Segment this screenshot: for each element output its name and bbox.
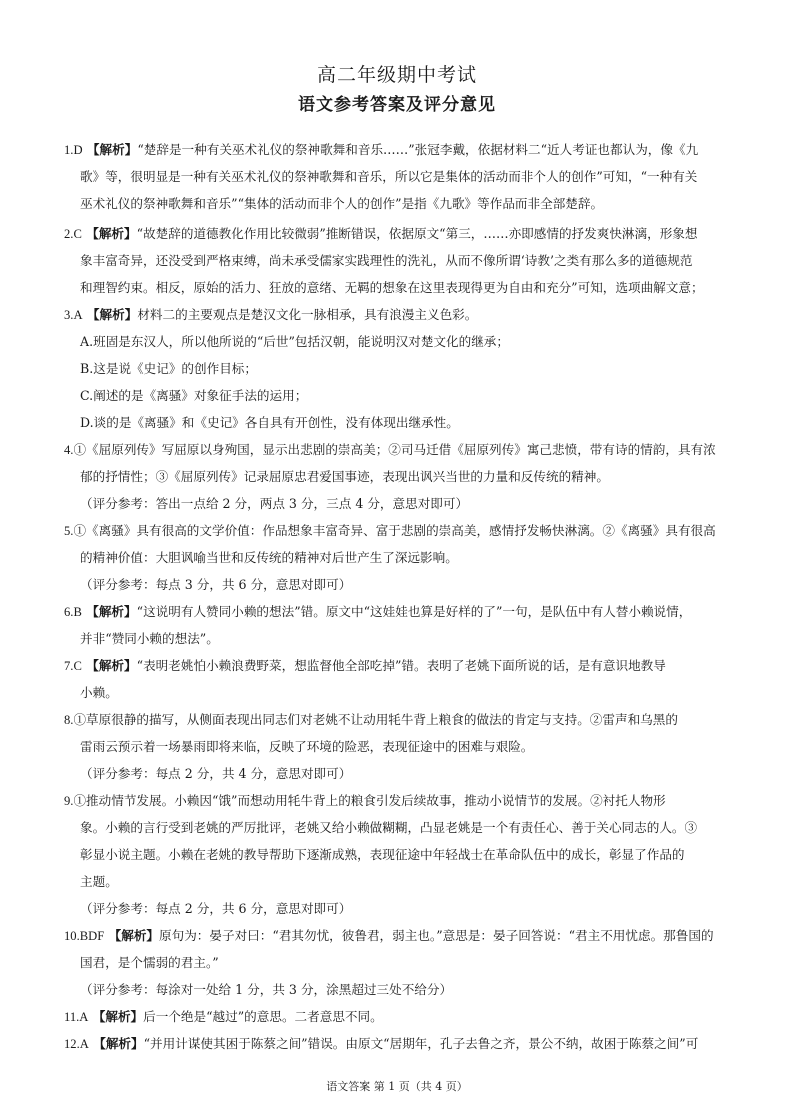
analysis-label: 【解析】: [81, 658, 137, 673]
answer-text: A.班固是东汉人，所以他所说的“后世”包括汉朝，能说明汉对楚文化的继承；: [80, 334, 509, 349]
answer-line: [64, 463, 736, 490]
answer-line: [64, 625, 736, 652]
answer-line: [64, 190, 736, 217]
answer-text: 巫术礼仪的祭神歌舞和音乐”“集体的活动而非个人的创作”是指《九歌》等作品而非全部楚辞。: [80, 196, 604, 211]
analysis-label: 【解析】: [81, 604, 137, 619]
answer-line: [64, 355, 736, 382]
question-number: 12.A: [64, 1037, 89, 1051]
answer-line: [64, 922, 736, 949]
answer-text: 材料二的主要观点是楚汉文化一脉相承，具有浪漫主义色彩。: [137, 307, 478, 322]
page-footer: 语文答案 第 1 页（共 4 页）: [326, 1080, 468, 1093]
answer-line: [64, 163, 736, 190]
question-number: 4.: [64, 443, 74, 457]
answer-text: （评分参考：每涂对一处给 1 分，共 3 分，涂黑超过三处不给分）: [80, 982, 453, 997]
answer-line: [64, 1030, 736, 1057]
answer-text: ①《离骚》具有很高的文学价值：作品想象丰富奇异、富于悲剧的崇高美，感情抒发畅快淋漓。②《离骚》具有很高: [73, 523, 716, 538]
answer-line: [64, 247, 736, 274]
answer-text: （评分参考：答出一点给 2 分，两点 3 分，三点 4 分，意思对即可）: [80, 496, 469, 511]
page-title: 高二年级期中考试: [316, 64, 477, 86]
answer-line: [64, 136, 736, 163]
answer-text: 并非“赞同小赖的想法”。: [80, 631, 219, 646]
answer-text: （评分参考：每点 2 分，共 4 分，意思对即可）: [80, 766, 352, 781]
answer-line: [64, 760, 736, 787]
answer-line: [64, 490, 736, 517]
answer-body: [64, 136, 736, 1057]
answer-line: [64, 949, 736, 976]
analysis-label: 【解析】: [88, 1036, 144, 1051]
question-number: 11.A: [64, 1010, 89, 1024]
answer-text: 主题。: [80, 874, 118, 889]
answer-line: [64, 382, 736, 409]
answer-text: 郁的抒情性；③《屈原列传》记录屈原忠君爱国事迹，表现出讽兴当世的力量和反传统的精神。: [80, 469, 609, 484]
answer-text: 国君，是个懦弱的君主。”: [80, 955, 219, 970]
answer-text: 小赖。: [80, 685, 118, 700]
answer-text: B.这是说《史记》的创作目标；: [80, 361, 257, 376]
answer-line: [64, 1003, 736, 1030]
answer-line: [64, 841, 736, 868]
answer-line: [64, 679, 736, 706]
question-number: 2.C: [64, 227, 82, 241]
answer-text: “表明老姚怕小赖浪费野菜，想监督他全部吃掉”错。表明了老姚下面所说的话，是有意识地教导: [136, 658, 666, 673]
answer-line: [64, 436, 736, 463]
analysis-label: 【解析】: [104, 928, 160, 943]
answer-text: 原句为：晏子对曰：“君其勿忧，彼鲁君，弱主也。”意思是：晏子回答说：“君主不用忧虑。那鲁国的: [159, 928, 714, 943]
answer-text: （评分参考：每点 2 分，共 6 分，意思对即可）: [80, 901, 352, 916]
analysis-label: 【解析】: [88, 1009, 144, 1024]
question-number: 8.: [64, 713, 74, 727]
answer-line: [64, 544, 736, 571]
answer-text: ①草原很静的描写，从侧面表现出同志们对老姚不让动用牦牛背上粮食的做法的肯定与支持。②雷声和乌黑的: [73, 712, 678, 727]
answer-text: 象。小赖的言行受到老姚的严厉批评，老姚又给小赖做糊糊，凸显老姚是一个有责任心、善于关心同志的人。③: [80, 820, 698, 835]
analysis-label: 【解析】: [81, 226, 137, 241]
answer-line: [64, 274, 736, 301]
answer-line: [64, 652, 736, 679]
answer-text: 和理智约束。相反，原始的活力、狂放的意绪、无羁的想象在这里表现得更为自由和充分”可知，选项曲解文意；: [80, 280, 704, 295]
answer-text: D.谈的是《离骚》和《史记》各自具有开创性，没有体现出继承性。: [80, 415, 459, 430]
analysis-label: 【解析】: [82, 142, 138, 157]
question-number: 5.: [64, 524, 74, 538]
answer-line: [64, 328, 736, 355]
answer-text: 后一个绝是“越过”的意思。二者意思不同。: [143, 1009, 383, 1024]
answer-line: [64, 787, 736, 814]
answer-line: [64, 571, 736, 598]
answer-line: [64, 598, 736, 625]
answer-text: “并用计谋使其困于陈蔡之间”错误。由原文“居期年，孔子去鲁之齐，景公不纳，故困于陈蔡之间”可: [143, 1036, 699, 1051]
answer-line: [64, 301, 736, 328]
answer-line: [64, 868, 736, 895]
question-number: 3.A: [64, 308, 83, 322]
answer-line: [64, 895, 736, 922]
answer-line: [64, 220, 736, 247]
page-subtitle: 语文参考答案及评分意见: [298, 95, 496, 115]
answer-line: [64, 814, 736, 841]
question-number: 10.BDF: [64, 929, 105, 943]
answer-text: 歌》等，很明显是一种有关巫术礼仪的祭神歌舞和音乐，所以它是集体的活动而非个人的创作”可知，“一种有关: [80, 169, 698, 184]
answer-text: ①推动情节发展。小赖因“饿”而想动用牦牛背上的粮食引发后续故事，推动小说情节的发展。②衬托人物形: [73, 793, 666, 808]
answer-line: [64, 976, 736, 1003]
answer-text: 象丰富奇异，还没受到严格束缚，尚未承受儒家实践理性的洗礼，从而不像所谓‘诗教’之类有那么多的道德规范: [80, 253, 693, 268]
answer-text: C.阐述的是《离骚》对象征手法的运用；: [80, 388, 308, 403]
answer-text: ①《屈原列传》写屈原以身殉国，显示出悲剧的崇高美；②司马迁借《屈原列传》寓己悲愤，带有诗的情韵，具有浓: [73, 442, 716, 457]
question-number: 7.C: [64, 659, 82, 673]
answer-text: 雷雨云预示着一场暴雨即将来临，反映了环境的险恶，表现征途中的困难与艰险。: [80, 739, 534, 754]
answer-line: [64, 517, 736, 544]
answer-line: [64, 733, 736, 760]
answer-text: “故楚辞的道德教化作用比较微弱”推断错误，依据原文“第三，……亦即感情的抒发爽快淋漓，形象想: [136, 226, 698, 241]
analysis-label: 【解析】: [82, 307, 138, 322]
question-number: 9.: [64, 794, 74, 808]
answer-text: （评分参考：每点 3 分，共 6 分，意思对即可）: [80, 577, 352, 592]
question-number: 1.D: [64, 143, 83, 157]
answer-text: “这说明有人赞同小赖的想法”错。原文中“这娃娃也算是好样的了”一句，是队伍中有人替小赖说情，: [136, 604, 692, 619]
question-number: 6.B: [64, 605, 82, 619]
answer-text: 的精神价值：大胆讽喻当世和反传统的精神对后世产生了深远影响。: [80, 550, 458, 565]
answer-line: [64, 706, 736, 733]
answer-line: [64, 409, 736, 436]
answer-text: “楚辞是一种有关巫术礼仪的祭神歌舞和音乐……”张冠李戴，依据材料二“近人考证也都认为，像《九: [137, 142, 699, 157]
answer-text: 彰显小说主题。小赖在老姚的教导帮助下逐渐成熟，表现征途中年轻战士在革命队伍中的成长，彰显了作品的: [80, 847, 685, 862]
